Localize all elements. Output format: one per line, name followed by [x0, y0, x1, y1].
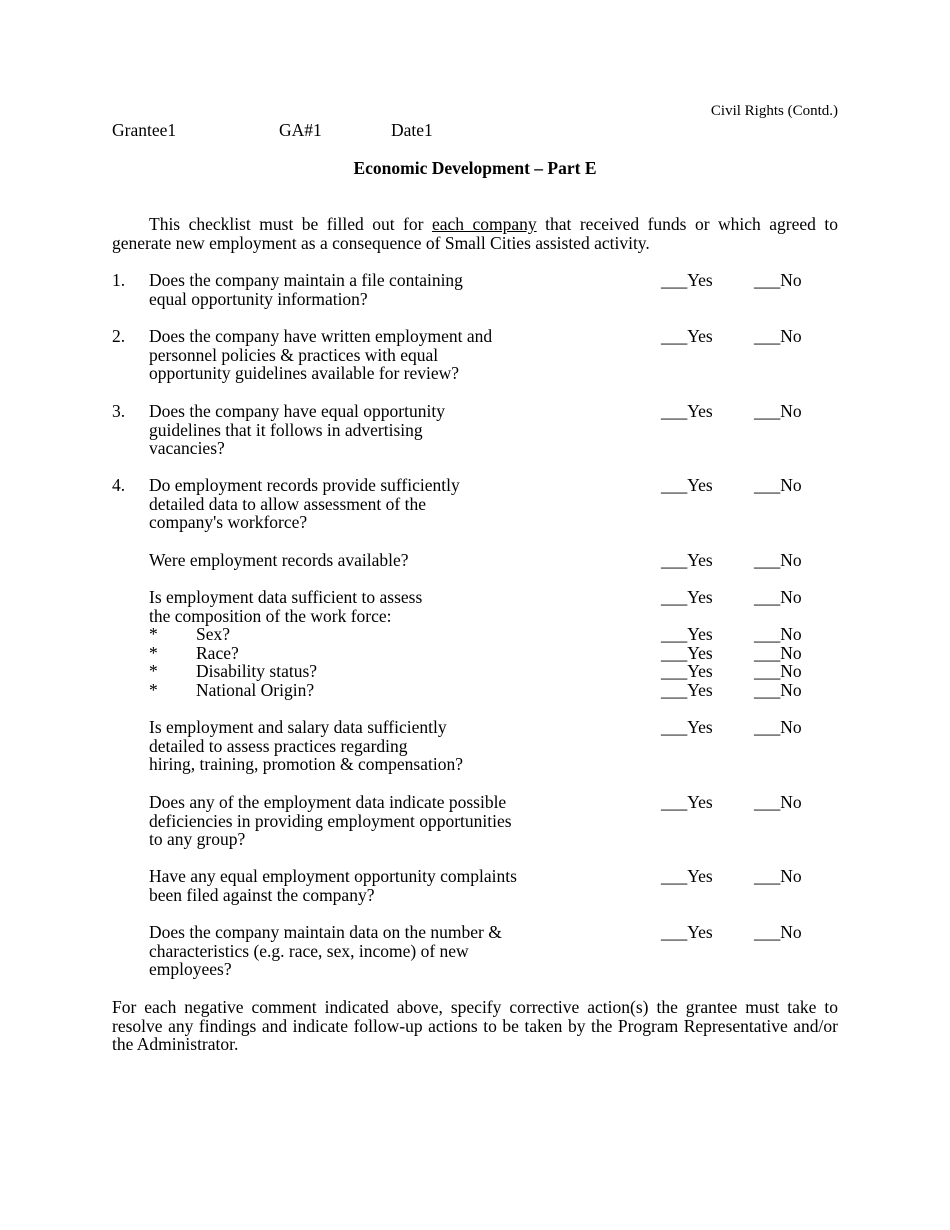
yes-answer[interactable]: ___Yes: [661, 717, 713, 737]
question-line: employees?: [149, 959, 232, 980]
no-answer[interactable]: ___No: [754, 326, 802, 346]
question-1-text: [149, 271, 463, 308]
intro-text-start: This checklist must be filled out for: [149, 214, 432, 234]
yes-answer[interactable]: ___Yes: [661, 922, 713, 942]
question-line: Have any equal employment opportunity complaints: [149, 866, 517, 886]
no-answer[interactable]: ___No: [754, 401, 802, 421]
question-line: guidelines that it follows in advertising: [149, 419, 423, 440]
question-line: to any group?: [149, 829, 246, 850]
question-line: Does the company maintain data on the number &: [149, 922, 502, 942]
question-2-text: [149, 327, 492, 383]
question-number: 1.: [112, 270, 126, 290]
yes-answer[interactable]: ___Yes: [661, 866, 713, 886]
question-line: the composition of the work force:: [149, 605, 392, 626]
new-employees-question: [149, 923, 502, 979]
question-3-text: [149, 402, 445, 458]
no-answer[interactable]: ___No: [754, 866, 802, 886]
question-line: personnel policies & practices with equal: [149, 344, 439, 365]
salary-data-question: [149, 718, 463, 774]
date-label: Date1: [391, 120, 433, 140]
no-answer[interactable]: ___No: [754, 624, 802, 644]
question-line: Does the company have equal opportunity: [149, 401, 445, 421]
no-answer[interactable]: ___No: [754, 922, 802, 942]
question-line: vacancies?: [149, 438, 225, 459]
question-line: characteristics (e.g. race, sex, income) of new: [149, 940, 469, 961]
bullet-marker: *: [149, 680, 158, 700]
question-number: 2.: [112, 326, 126, 346]
question-line: Do employment records provide sufficiently: [149, 475, 460, 495]
no-answer[interactable]: ___No: [754, 270, 802, 290]
bullet-disability: Disability status?: [196, 661, 318, 681]
bullet-sex: Sex?: [196, 624, 231, 644]
question-line: Is employment and salary data sufficiently: [149, 717, 447, 737]
grantee-label: Grantee1: [112, 120, 177, 140]
no-answer[interactable]: ___No: [754, 550, 802, 570]
no-answer[interactable]: ___No: [754, 475, 802, 495]
yes-answer[interactable]: ___Yes: [661, 680, 713, 700]
no-answer[interactable]: ___No: [754, 661, 802, 681]
complaints-question: [149, 867, 517, 904]
bullet-national-origin: National Origin?: [196, 680, 315, 700]
no-answer[interactable]: ___No: [754, 643, 802, 663]
bullet-marker: *: [149, 661, 158, 681]
intro-paragraph: [112, 215, 838, 252]
section-header: Civil Rights (Contd.): [710, 103, 838, 119]
yes-answer[interactable]: ___Yes: [661, 475, 713, 495]
yes-answer[interactable]: ___Yes: [661, 401, 713, 421]
question-line: opportunity guidelines available for review?: [149, 363, 460, 384]
question-4-text: [149, 476, 460, 532]
question-line: company's workforce?: [149, 512, 308, 533]
question-line: Does any of the employment data indicate possible: [149, 792, 507, 812]
question-number: 4.: [112, 475, 126, 495]
page-title: Economic Development – Part E: [353, 158, 597, 178]
no-answer[interactable]: ___No: [754, 680, 802, 700]
records-available-question: [149, 551, 409, 570]
question-line: hiring, training, promotion & compensation?: [149, 754, 463, 775]
no-answer[interactable]: ___No: [754, 587, 802, 607]
footer-instructions: For each negative comment indicated above, specify corrective action(s) the grantee must take to resolve any findings and indicate follow-up actions to be taken by the Program Representative and/or the Administrator.: [112, 997, 838, 1055]
question-line: detailed data to allow assessment of the: [149, 493, 427, 514]
question-line: Does the company have written employment and: [149, 326, 493, 346]
question-line: equal opportunity information?: [149, 288, 368, 309]
question-line: Were employment records available?: [149, 550, 409, 570]
intro-emphasis: each company: [431, 214, 537, 234]
question-line: deficiencies in providing employment opportunities: [149, 810, 512, 831]
yes-answer[interactable]: ___Yes: [661, 624, 713, 644]
yes-answer[interactable]: ___Yes: [661, 587, 713, 607]
bullet-marker: *: [149, 624, 158, 644]
ga-label: GA#1: [279, 120, 322, 140]
question-line: been filed against the company?: [149, 884, 375, 905]
question-number: 3.: [112, 401, 126, 421]
yes-answer[interactable]: ___Yes: [661, 643, 713, 663]
bullet-marker: *: [149, 643, 158, 663]
yes-answer[interactable]: ___Yes: [661, 661, 713, 681]
yes-answer[interactable]: ___Yes: [661, 326, 713, 346]
no-answer[interactable]: ___No: [754, 717, 802, 737]
question-line: detailed to assess practices regarding: [149, 735, 408, 756]
bullet-race: Race?: [196, 643, 239, 663]
yes-answer[interactable]: ___Yes: [661, 550, 713, 570]
question-line: Does the company maintain a file containing: [149, 270, 463, 290]
deficiencies-question: [149, 793, 512, 849]
question-line: Is employment data sufficient to assess: [149, 587, 423, 607]
intro-text-end: that received funds or which agreed to generate new employment as a consequence of Small Cities assisted activity.: [112, 214, 838, 253]
no-answer[interactable]: ___No: [754, 792, 802, 812]
yes-answer[interactable]: ___Yes: [661, 792, 713, 812]
composition-question: [149, 588, 422, 625]
yes-answer[interactable]: ___Yes: [661, 270, 713, 290]
